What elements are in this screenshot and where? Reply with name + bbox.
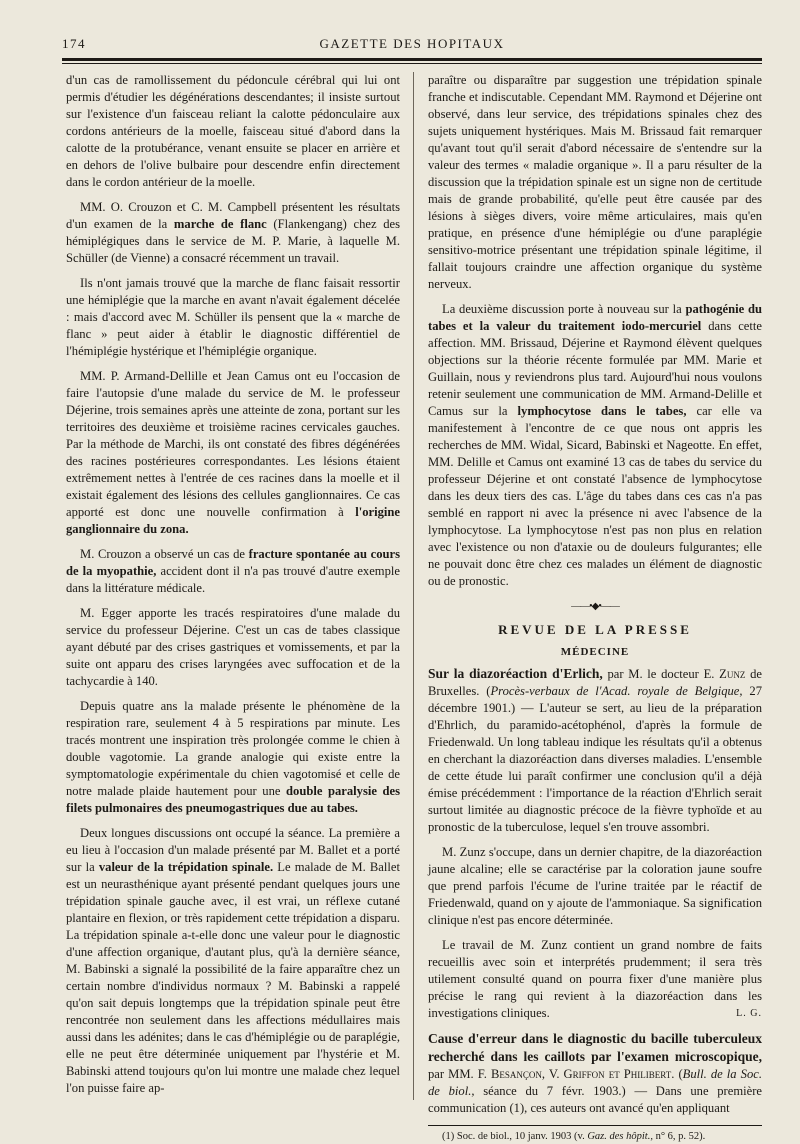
bold-topic: marche de flanc bbox=[173, 217, 267, 231]
page-number: 174 bbox=[62, 36, 86, 51]
section-subtitle: MÉDECINE bbox=[560, 646, 630, 658]
header-rule-thin bbox=[62, 63, 762, 64]
paragraph: MM. O. Crouzon et C. M. Campbell présentent les résultats d'un examen de la marche de flanc (Flankengang) chez des hémiplégiques dans le service de M. P. Marie, à laquelle M. Schüller (de Vienne) a consacré récemment un travail. bbox=[66, 200, 401, 265]
bold-topic: double paralysie des filets pulmonaires des pneumogastriques due au tabes. bbox=[66, 784, 400, 815]
paragraph: Le travail de M. Zunz contient un grand nombre de faits recueillis avec soin et interprétés prudemment; il sera très utilement consulté quand on pourra fixer d'une manière plus précise le rang qui revient à la diazoréaction dans les investigations cliniques. L. G. bbox=[428, 938, 762, 1020]
paragraph: Ils n'ont jamais trouvé que la marche de flanc faisait ressortir une hémiplégie que la marche en avant n'avait également décelée : mais d'accord avec M. Schüller ils pensent que la « marche de flanc » peut aider à établir le diagnostic différentiel de l'hémiplégie hystérique et l'hémiplégie organique. bbox=[66, 276, 400, 358]
paragraph: Deux longues discussions ont occupé la séance. La première a eu lieu à l'occasion d'un malade présenté par M. Ballet et a porté sur la valeur de la trépidation spinale. Le malade de M. Ballet est un neurasthénique ayant présenté pendant quelques jours une trépidation spinale gauche avec, il est vrai, un réflexe cutané plantaire en flexion, or très rapidement cette trépidation a disparu. La trépidation spinale a-t-elle donc une valeur pour le diagnostic d'une affection organique, d'autant plus, qu'à la dernière séance, M. Babinski a signalé la possibilité de la faire apparaître chez un certain nombre d'individus normaux ? M. Babinski a rappelé qu'on sait depuis longtemps que la trépidation spinale peut être rencontrée non seulement dans les affections médullaires mais aussi dans les adénites; dans le cas d'hémiplégie ou de paraplégie, elle ne peut être déterminée uniquement par l'hystérie et M. Babinski attend toujours qu'on lui montre une malade chez lequel l'on puisse faire ap- bbox=[66, 826, 400, 1095]
header-rule-thick bbox=[62, 58, 762, 61]
paragraph: Depuis quatre ans la malade présente le phénomène de la respiration rare, seulement 4 à 5 respirations par minute. Les tracés montrent une inspiration très prolongée comme le chien à double vagotomie. La grande analogie qui existe entre la symptomatologie expérimentale du chien vagotomisé et celle de notre malade plaide hautement pour une double paralysie des filets pulmonaires des pneumogastriques due au tabes. bbox=[66, 699, 400, 815]
bold-topic: lymphocytose dans le tabes, bbox=[517, 404, 687, 418]
bold-topic: l'origine ganglionnaire du zona. bbox=[66, 505, 400, 536]
column-divider bbox=[413, 72, 414, 1100]
paragraph: M. Egger apporte les tracés respiratoires d'une malade du service du professeur Déjerine. C'est un cas de tabes classique ayant débuté par des crises gastriques et vomissements, et par la suite ont apparu des crises laryngées avec suffocation et de la tachycardie à 140. bbox=[66, 606, 400, 688]
paragraph: M. Crouzon a observé un cas de fracture spontanée au cours de la myopathie, accident dont il n'a pas trouvé d'autre exemple dans la littérature médicale. bbox=[66, 547, 400, 595]
article-paragraph: Cause d'erreur dans le diagnostic du bacille tuberculeux recherché dans les caillots par l'examen microscopique, par MM. F. Besançon, V. Griffon et Philibert. (Bull. de la Soc. de biol., séance du 7 févr. 1903.) — Dans une première communication (1), ces auteurs ont avancé qu'en appliquant bbox=[428, 1031, 762, 1115]
article-author: Zunz bbox=[719, 667, 746, 681]
ornament-divider: ——•◆•—— bbox=[571, 601, 619, 612]
article-author: Besançon, V. Griffon et Philibert. bbox=[490, 1067, 675, 1081]
paragraph: paraître ou disparaître par suggestion une trépidation spinale franche et indiscutable. Cependant MM. Raymond et Déjerine ont observé, dans leur service, des trépidations spinales chez des sujets uniquement hystériques. Mais M. Brissaud fait remarquer qu'avant tout qu'il serait d'abord nécessaire de s'entendre sur la valeur des termes « maladie organique ». Il a paru résulter de la discussion que la trépidation spinale est un signe non de certitude mais de grande probabilité, qu'elle peut être causée par des lésions à sièges divers, voire même articulaires, mais qu'en pratique, en présence d'une hémiplégie ou d'une paraplégie sensitivo-motrice présentant une trépidation spinale légitime, il fallait toujours craindre une affection organique du système nerveux. bbox=[428, 73, 762, 291]
footnote: (1) Soc. de biol., 10 janv. 1903 (v. Gaz. des hôpit., n° 6, p. 52). bbox=[442, 1131, 706, 1142]
article-title: Cause d'erreur dans le diagnostic du bacille tuberculeux recherché dans les caillots par l'examen microscopique, bbox=[428, 1031, 762, 1064]
bold-topic: valeur de la trépidation spinale. bbox=[98, 860, 274, 874]
article-title: Sur la diazoréaction d'Erlich, bbox=[428, 666, 603, 681]
article-source: Bull. de la Soc. de biol., bbox=[428, 1067, 762, 1098]
article-signature: L. G. bbox=[736, 1008, 762, 1019]
page-header bbox=[62, 36, 762, 56]
bold-topic: fracture spontanée au cours de la myopathie, bbox=[66, 547, 400, 578]
footnote-rule bbox=[428, 1125, 762, 1126]
article-source: Procès-verbaux de l'Acad. royale de Belgique, bbox=[490, 684, 743, 698]
paragraph: La deuxième discussion porte à nouveau sur la pathogénie du tabes et la valeur du traitement iodo-mercuriel dans cette affection. MM. Brissaud, Déjerine et Raymond élèvent quelques objections sur la théorie récente formulée par MM. Marie et Guillain, nous y reviendrons plus tard. Aujourd'hui nous voulons retenir seulement une communication de MM. Armand-Delille et Camus sur la lymphocytose dans le tabes, car elle va manifestement à l'encontre de ce que nous ont appris les recherches de MM. Widal, Sicard, Babinski et Nageotte. En effet, MM. Delille et Camus ont examiné 13 cas de tabes du service du professeur Déjerine et ont constaté l'absence de lymphocytose dans les deux tiers des cas. L'âge du tabes dans ces cas n'a pas semblé en rapport ni avec la présence ni avec l'absence de la lymphocytose. La lymphocytose n'est pas non plus en relation avec l'existence ou non d'ataxie ou de douleurs fulgurantes; elle ne pouvait donc être chez ces malades un élément de diagnostic ou de pronostic. bbox=[428, 302, 763, 588]
paragraph: M. Zunz s'occupe, dans un dernier chapitre, de la diazoréaction jaune alcaline; elle se caractérise par la coloration jaune soufre que prend parfois l'écume de l'urine traitée par le réactif de Friedenwald, quand on y ajoute de l'ammoniaque. Sa signification clinique n'est pas encore déterminée. bbox=[428, 845, 762, 927]
paragraph: MM. P. Armand-Dellille et Jean Camus ont eu l'occasion de faire l'autopsie d'une malade du service de M. le professeur Déjerine, trois semaines après une atteinte de zona, portant sur les territoires des deuxième et troisième racines cervicales gauches. Par la méthode de Marchi, ils ont constaté des fibres dégénérées des racines postérieures correspondantes. Les lésions étaient extrêmement nettes à l'entrée de ces racines dans la moelle et il existait également des lésions des cellules ganglionnaires. Ce cas apporté est donc une nouvelle confirmation à l'origine ganglionnaire du zona. bbox=[66, 369, 400, 536]
right-column bbox=[428, 72, 762, 1144]
section-title: REVUE DE LA PRESSE bbox=[498, 622, 692, 637]
left-column bbox=[66, 72, 400, 1105]
bold-topic: pathogénie du tabes et la valeur du traitement iodo-mercuriel bbox=[428, 302, 763, 333]
journal-title: GAZETTE DES HOPITAUX bbox=[319, 36, 505, 51]
paragraph: d'un cas de ramollissement du pédoncule cérébral qui lui ont permis d'étudier les dégénérations descendantes; il insiste surtout sur l'existence d'un faisceau reliant la calotte pédonculaire aux cordons antérieurs de la moelle, faisceau situé d'abord dans la calotte de la protubérance, venant ensuite se placer en arrière et en dehors de l'olive bulbaire pour descendre enfin directement dans le cordon antérieur de la moelle. bbox=[66, 73, 400, 189]
article-paragraph: Sur la diazoréaction d'Erlich, par M. le docteur E. Zunz de Bruxelles. (Procès-verbaux de l'Acad. royale de Belgique, 27 décembre 1901.) — L'auteur se sert, au lieu de la préparation d'Ehrlich, du paramido-acétophénol, d'après la formule de Friedenwald. Un long tableau indique les résultats qu'il a obtenus en cherchant la diazoréaction dans diverses maladies. L'ensemble de cette étude lui paraît confirmer une conclusion qu'il a déjà émise précédemment : l'importance de la réaction d'Ehrlich serait surtout limitée au diagnostic précoce de la fièvre typhoïde et au pronostic de la tuberculose, lequel s'en trouve assombri. bbox=[428, 666, 762, 834]
